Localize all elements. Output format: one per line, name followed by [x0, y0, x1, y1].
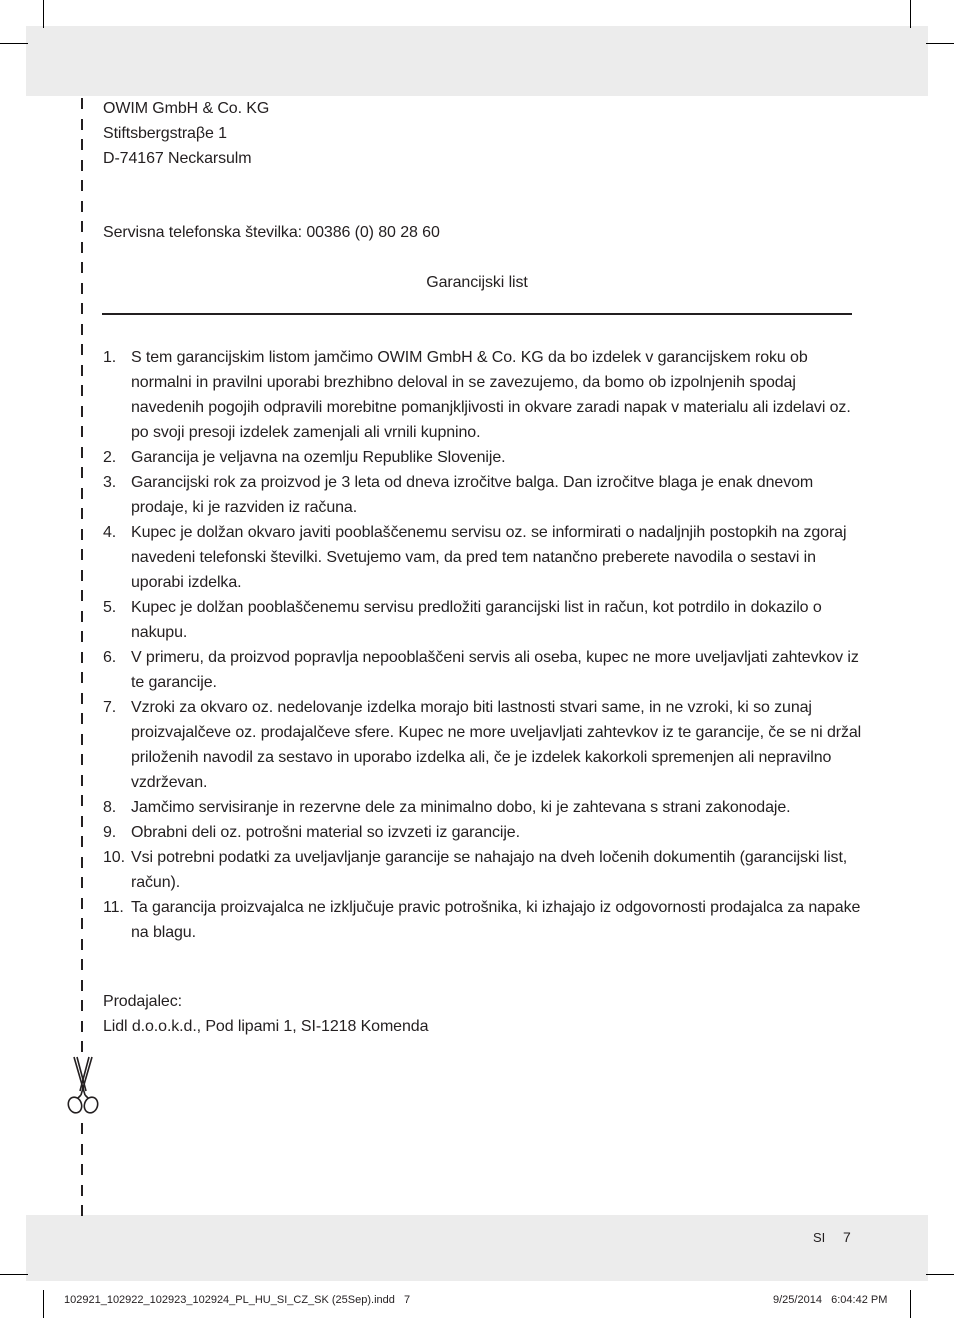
list-item: [103, 520, 863, 595]
seller-address: Lidl d.o.o.k.d., Pod lipami 1, SI-1218 Komenda: [103, 1018, 429, 1035]
cut-line-dash: [81, 201, 83, 212]
item-text: V primeru, da proizvod popravlja nepooblaščeni servis ali oseba, kupec ne more uveljavljati zahtevkov iz te garancije.: [131, 649, 859, 691]
cut-line-dash: [81, 303, 83, 314]
cut-line-dash: [81, 1144, 83, 1155]
item-number: 5.: [103, 599, 117, 616]
cut-line-dash: [81, 488, 83, 499]
item-number: 4.: [103, 524, 117, 541]
cut-line-dash: [81, 775, 83, 786]
crop-mark: [926, 1274, 954, 1275]
company-address: [103, 96, 269, 171]
item-text: Vzroki za okvaro oz. nedelovanje izdelka morajo biti lastnosti stvari same, in ne vzroki, ki so zunaj proizvajalčeve oz. prodajalčeve sfere. Kupec ne more uveljavljati zahtevkov iz te garancije, če se ni držal priloženih navodil za sestavo in uporabo izdelka ali, če je izdelek kakorkoli spremenjen ali nepravilno vzdrževan.: [131, 699, 862, 791]
cut-line-dash: [81, 385, 83, 396]
terms-list: [103, 345, 863, 945]
cut-line-dash: [81, 959, 83, 970]
footer-band: [26, 1215, 928, 1281]
cut-line-dash: [81, 631, 83, 642]
cut-line-dash: [81, 836, 83, 847]
cut-line-dash: [81, 672, 83, 683]
item-text: Kupec je dolžan okvaro javiti pooblaščenemu servisu oz. se informirati o nadaljnjih postopkih na zgoraj navedeni telefonski številki. Svetujemo vam, da pred tem natančno preberete navodila o sestavi in uporabi izdelka.: [131, 524, 847, 591]
cut-line-dash: [81, 652, 83, 663]
cut-line-dash: [81, 1000, 83, 1011]
cut-line-dash: [81, 939, 83, 950]
item-number: 6.: [103, 649, 117, 666]
cut-line-dash: [81, 898, 83, 909]
document-title: Garancijski list: [426, 274, 528, 291]
cut-line-dash: [81, 467, 83, 478]
list-item: [103, 695, 863, 795]
list-item: [103, 345, 863, 445]
crop-mark: [0, 43, 28, 44]
service-phone: Servisna telefonska številka: 00386 (0) 80 28 60: [103, 224, 440, 241]
list-item: [103, 845, 863, 895]
cut-line-dash: [81, 693, 83, 704]
cut-line-dash: [81, 549, 83, 560]
company-street: Stiftsbergstraβe 1: [103, 125, 227, 142]
scissors-icon: [66, 1055, 100, 1117]
header-band: [26, 26, 928, 96]
seller-block: [103, 989, 428, 1039]
crop-mark: [43, 1290, 44, 1318]
cut-line-dash: [81, 877, 83, 888]
item-number: 3.: [103, 474, 117, 491]
cut-line-dash: [81, 160, 83, 171]
cut-line-dash: [81, 508, 83, 519]
cut-line-dash: [81, 713, 83, 724]
company-city: D-74167 Neckarsulm: [103, 150, 252, 167]
item-number: 11.: [103, 899, 124, 916]
item-text: Kupec je dolžan pooblaščenemu servisu predložiti garancijski list in račun, kot potrdilo in dokazilo o nakupu.: [131, 599, 822, 641]
cut-line-dash: [81, 365, 83, 376]
cut-line-dash: [81, 447, 83, 458]
item-text: Obrabni deli oz. potrošni material so izvzeti iz garancije.: [131, 824, 520, 841]
list-item: [103, 895, 863, 945]
item-number: 10.: [103, 849, 125, 866]
cut-line-dash: [81, 857, 83, 868]
cut-line-dash: [81, 1041, 83, 1052]
item-text: S tem garancijskim listom jamčimo OWIM GmbH & Co. KG da bo izdelek v garancijskem roku ob normalni in pravilni uporabi brezhibno deloval in se zavezujemo, da bomo ob izpolnjenih spodaj navedenih pogojih odpravili morebitne pomanjkljivosti in okvare zaradi napak v materialu ali izdelavi oz. po svoji presoji izdelek zamenjali ali vrnili kupnino.: [131, 349, 851, 441]
cut-line-dash: [81, 795, 83, 806]
cut-line-dash: [81, 611, 83, 622]
cut-line-dash: [81, 98, 83, 109]
item-text: Ta garancija proizvajalca ne izključuje pravic potrošnika, ki izhajajo iz odgovornosti prodajalca za napake na blagu.: [131, 899, 861, 941]
cut-line-dash: [81, 1123, 83, 1134]
list-item: [103, 645, 863, 695]
file-slug: 102921_102922_102923_102924_PL_HU_SI_CZ_SK (25Sep).indd 7: [64, 1294, 411, 1306]
item-text: Jamčimo servisiranje in rezervne dele za minimalno dobo, ki je zahtevana s strani zakonodaje.: [131, 799, 791, 816]
crop-mark: [910, 0, 911, 28]
crop-mark: [43, 0, 44, 28]
list-item: [103, 595, 863, 645]
cut-line-dash: [81, 221, 83, 232]
list-item: [103, 795, 863, 820]
cut-line-dash: [81, 570, 83, 581]
item-text: Vsi potrebni podatki za uveljavljanje garancije se nahajajo na dveh ločenih dokumentih (garancijski list, račun).: [131, 849, 848, 891]
item-number: 9.: [103, 824, 117, 841]
cut-line-dash: [81, 1164, 83, 1175]
cut-line-dash: [81, 426, 83, 437]
item-number: 8.: [103, 799, 117, 816]
item-number: 1.: [103, 349, 117, 366]
crop-mark: [0, 1274, 28, 1275]
cut-line-dash: [81, 529, 83, 540]
cut-line-dash: [81, 1021, 83, 1032]
cut-line-dash: [81, 180, 83, 191]
cut-line-dash: [81, 119, 83, 130]
company-name: OWIM GmbH & Co. KG: [103, 100, 270, 117]
page-number: 7: [843, 1229, 851, 1245]
cut-line-dash: [81, 1205, 83, 1216]
cut-line-dash: [81, 980, 83, 991]
print-timestamp: 9/25/2014 6:04:42 PM: [773, 1294, 888, 1306]
cut-line-dash: [81, 344, 83, 355]
cut-line-dash: [81, 816, 83, 827]
cut-line-dash: [81, 734, 83, 745]
item-text: Garancija je veljavna na ozemlju Republike Slovenije.: [131, 449, 506, 466]
cut-line-dash: [81, 139, 83, 150]
cut-line-dash: [81, 406, 83, 417]
item-number: 7.: [103, 699, 117, 716]
seller-label: Prodajalec:: [103, 993, 182, 1010]
language-code: SI: [813, 1230, 826, 1245]
title-divider: [102, 313, 852, 315]
cut-line-dash: [81, 242, 83, 253]
cut-line-dash: [81, 1185, 83, 1196]
cut-line-dash: [81, 590, 83, 601]
cut-line-dash: [81, 324, 83, 335]
cut-line-dash: [81, 754, 83, 765]
list-item: [103, 445, 863, 470]
item-number: 2.: [103, 449, 117, 466]
crop-mark: [910, 1290, 911, 1318]
crop-mark: [926, 43, 954, 44]
item-text: Garancijski rok za proizvod je 3 leta od dneva izročitve balga. Dan izročitve blaga je enak dnevom prodaje, ki je razviden iz računa.: [131, 474, 814, 516]
list-item: [103, 470, 863, 520]
cut-line-dash: [81, 918, 83, 929]
cut-line: [81, 98, 84, 1218]
list-item: [103, 820, 863, 845]
